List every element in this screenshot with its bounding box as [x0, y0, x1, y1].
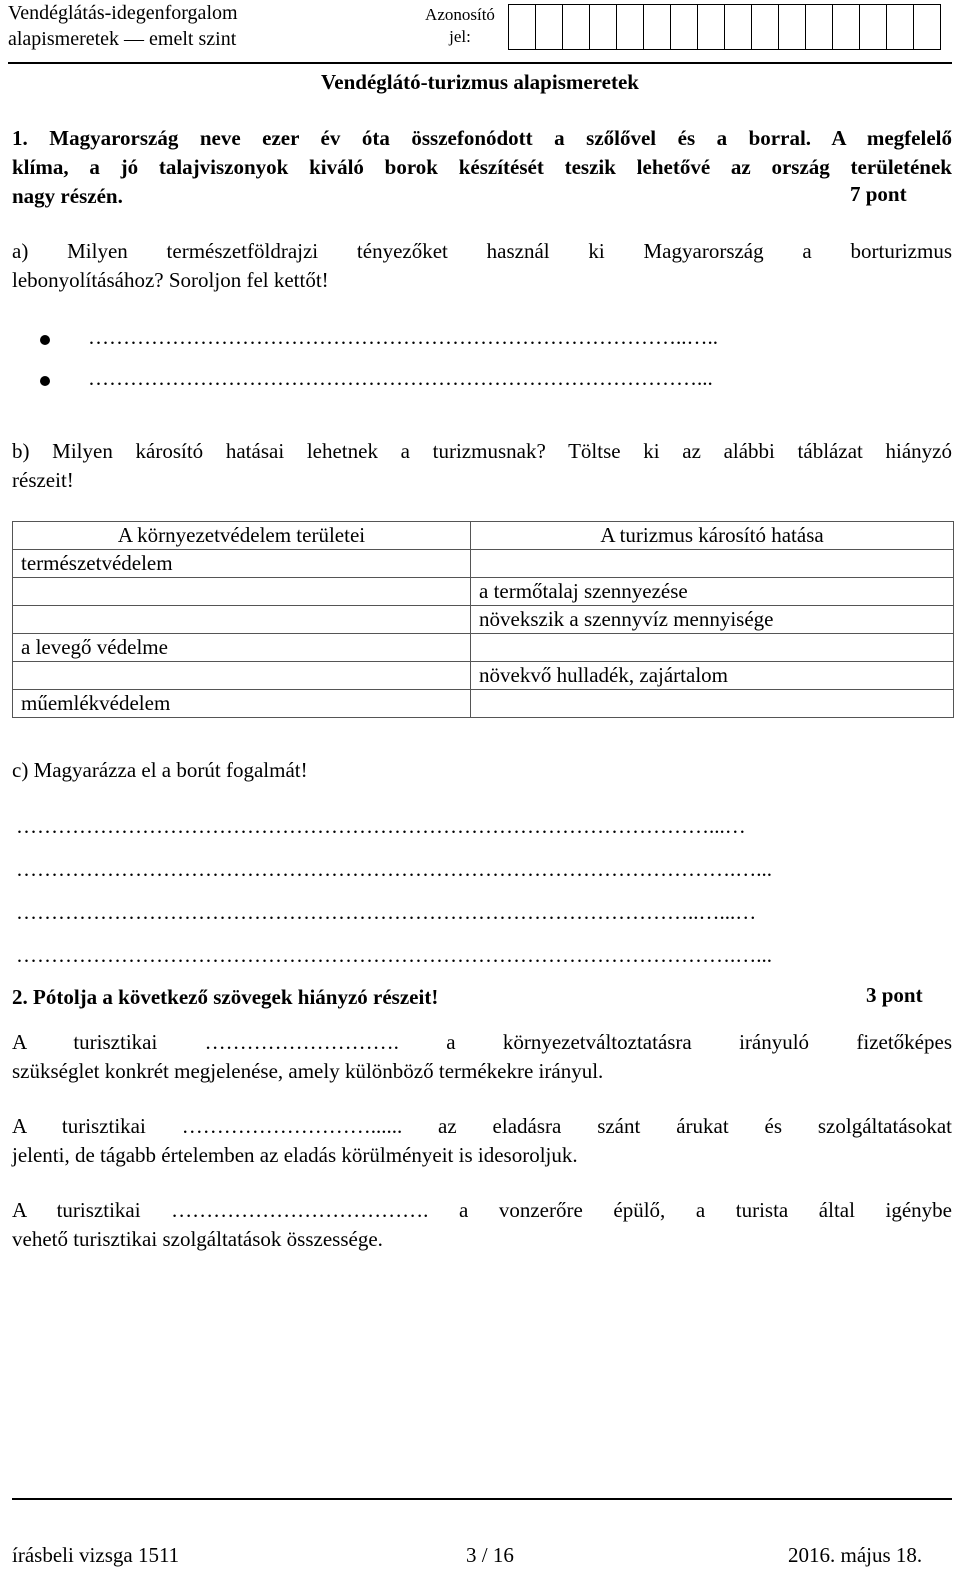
answer-line-c4[interactable]: ………………………………………………………………………………………….…... [16, 943, 772, 967]
q2-s3-line2: vehető turisztikai szolgáltatások összessége. [12, 1227, 383, 1251]
q2-title: 2. Pótolja a következő szövegek hiányzó részeit! [12, 985, 439, 1009]
id-box[interactable] [535, 4, 563, 50]
id-box[interactable] [724, 4, 752, 50]
table-row [13, 550, 954, 578]
id-box[interactable] [859, 4, 887, 50]
id-box[interactable] [832, 4, 860, 50]
footer-exam-code: írásbeli vizsga 1511 [12, 1543, 180, 1567]
table-row [13, 578, 954, 606]
table-row [13, 634, 954, 662]
id-box[interactable] [562, 4, 590, 50]
id-label [420, 4, 500, 48]
header-subject [8, 0, 238, 52]
table-row [13, 690, 954, 718]
table-row [13, 662, 954, 690]
table-cell: a termőtalaj szennyezése [471, 578, 954, 606]
q1-intro-line2: klíma, a jó talajviszonyok kiváló borok készítését teszik lehetővé az ország területének [12, 155, 952, 179]
id-label-line2: jel: [449, 27, 471, 46]
id-box[interactable] [589, 4, 617, 50]
id-boxes [508, 4, 940, 48]
table-cell-blank[interactable] [13, 662, 471, 690]
id-box[interactable] [805, 4, 833, 50]
id-box[interactable] [616, 4, 644, 50]
q2-s2-line1: A turisztikai ………………………...... az eladásra szánt árukat és szolgáltatásokat [12, 1114, 952, 1138]
footer-page-number: 3 / 16 [466, 1543, 514, 1567]
q2-s2-line2: jelenti, de tágabb értelemben az eladás körülményeit is idesoroljuk. [12, 1143, 578, 1167]
answer-line-c3[interactable]: ……………………………………………………………………………………..…...… [16, 900, 757, 924]
q1-points: 7 pont [850, 182, 907, 206]
table-header: A környezetvédelem területei [13, 522, 471, 550]
header-subject-line2: alapismeretek — emelt szint [8, 28, 237, 50]
answer-line-a2[interactable]: ……………………………………………………………………………... [88, 366, 713, 390]
table-cell: műemlékvédelem [13, 690, 471, 718]
id-box[interactable] [508, 4, 536, 50]
section-title: Vendéglátó-turizmus alapismeretek [321, 70, 639, 94]
environment-table [12, 521, 954, 718]
id-box[interactable] [697, 4, 725, 50]
id-label-line1: Azonosító [425, 5, 495, 24]
table-header: A turizmus károsító hatása [471, 522, 954, 550]
q1-intro-line1: 1. Magyarország neve ezer év óta összefonódott a szőlővel és a borral. A megfelelő [12, 126, 952, 150]
q1a-line2: lebonyolításához? Soroljon fel kettőt! [12, 268, 329, 292]
id-box[interactable] [670, 4, 698, 50]
id-box[interactable] [751, 4, 779, 50]
answer-line-a1[interactable]: …………………………………………………………………………..….. [88, 325, 718, 349]
q2-s1-line2: szükséglet konkrét megjelenése, amely különböző termékekre irányul. [12, 1059, 604, 1083]
q2-s3-line1: A turisztikai ………………………………. a vonzerőre épülő, a turista által igénybe [12, 1198, 952, 1222]
table-header-row [13, 522, 954, 550]
id-box[interactable] [886, 4, 914, 50]
footer-date: 2016. május 18. [788, 1543, 923, 1567]
header-subject-line1: Vendéglátás-idegenforgalom [8, 2, 238, 24]
table-cell: természetvédelem [13, 550, 471, 578]
table-cell-blank[interactable] [13, 606, 471, 634]
bullet-icon [40, 335, 50, 345]
table-cell: a levegő védelme [13, 634, 471, 662]
q1-intro-line3: nagy részén. [12, 184, 123, 208]
table-cell: növekszik a szennyvíz mennyisége [471, 606, 954, 634]
bullet-icon [40, 376, 50, 386]
table-cell-blank[interactable] [471, 690, 954, 718]
table-cell-blank[interactable] [471, 634, 954, 662]
table-cell: növekvő hulladék, zajártalom [471, 662, 954, 690]
q1b-line2: részeit! [12, 468, 74, 492]
q1a-line1: a) Milyen természetföldrajzi tényezőket használ ki Magyarország a borturizmus [12, 239, 952, 263]
id-box[interactable] [913, 4, 941, 50]
footer-rule [12, 1498, 952, 1500]
table-cell-blank[interactable] [471, 550, 954, 578]
q2-points: 3 pont [866, 983, 923, 1007]
id-box[interactable] [643, 4, 671, 50]
id-box[interactable] [778, 4, 806, 50]
header-rule [8, 62, 952, 64]
table-row [13, 606, 954, 634]
answer-line-c2[interactable]: ………………………………………………………………………………………….…... [16, 857, 772, 881]
q1b-line1: b) Milyen károsító hatásai lehetnek a turizmusnak? Töltse ki az alábbi táblázat hiányzó [12, 439, 952, 463]
answer-line-c1[interactable]: ………………………………………………………………………………………...… [16, 814, 746, 838]
q1c-line: c) Magyarázza el a borút fogalmát! [12, 758, 308, 782]
table-cell-blank[interactable] [13, 578, 471, 606]
q2-s1-line1: A turisztikai ………………………. a környezetváltoztatásra irányuló fizetőképes [12, 1030, 952, 1054]
